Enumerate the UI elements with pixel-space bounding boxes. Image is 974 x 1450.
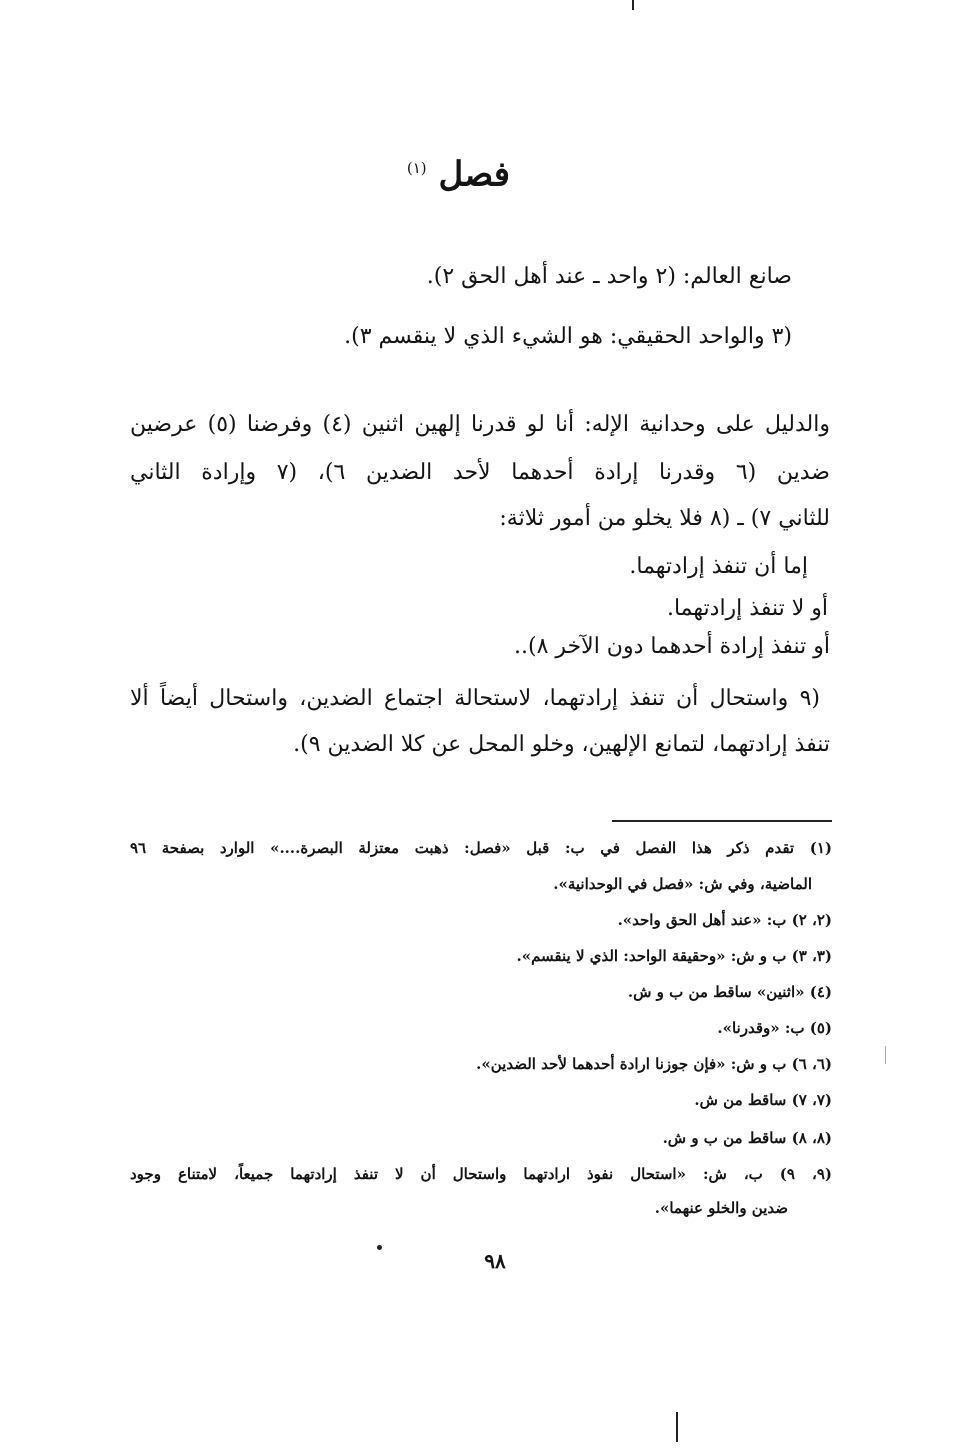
footnote-9: (٩، ٩) ب، ش: «استحال نفوذ ارادتهما واستحال أن لا تنفذ إرادتهما جميعاً، لامتناع وجود [130,1165,832,1183]
body-line-7: أو لا تنفذ إرادتهما. [666,596,828,621]
section-title-footnote-ref: (١) [406,159,427,177]
footnote-1: (١) تقدم ذكر هذا الفصل في ب: قبل «فصل: ذهبت معتزلة البصرة....» الوارد بصفحة ٩٦ [130,839,832,857]
body-line-5: للثاني ٧) ـ (٨ فلا يخلو من أمور ثلاثة: [499,506,830,531]
footnote-separator [612,820,832,822]
body-line-2: (٣ والواحد الحقيقي: هو الشيء الذي لا ينقسم ٣). [344,324,792,349]
body-line-3: والدليل على وحدانية الإله: أنا لو قدرنا إلهين اثنين (٤) وفرضنا (٥) عرضين [130,412,830,437]
body-line-9: (٩ واستحال أن تنفذ إرادتهما، لاستحالة اجتماع الضدين، واستحال أيضاً ألا [130,686,820,711]
body-line-4: ضدين (٦ وقدرنا إرادة أحدهما لأحد الضدين ٦)، (٧ وإرادة الثاني [130,460,830,485]
body-line-1: صانع العالم: (٢ واحد ـ عند أهل الحق ٢). [426,264,792,289]
section-title [300,138,510,204]
footnote-3: (٣، ٣) ب و ش: «وحقيقة الواحد: الذي لا ينقسم». [516,947,832,965]
scan-speck [377,1245,382,1250]
body-line-8: أو تنفذ إرادة أحدهما دون الآخر ٨).. [514,634,830,659]
footnote-7: (٧، ٧) ساقط من ش. [694,1091,832,1109]
page-number: ٩٨ [484,1249,506,1273]
body-line-10: تنفذ إرادتهما، لتمانع الإلهين، وخلو المحل عن كلا الضدين ٩). [293,732,830,757]
body-line-6: إما أن تنفذ إرادتهما. [629,554,808,579]
footnote-4: (٤) «اثنين» ساقط من ب و ش. [627,983,832,1001]
top-edge-mark [632,0,634,10]
footnote-5: (٥) ب: «وقدرنا». [717,1019,832,1037]
footnote-1-continued: الماضية، وفي ش: «فصل في الوحدانية». [553,875,812,893]
footnote-9-continued: ضدين والخلو عنهما». [654,1199,788,1217]
bottom-edge-mark [676,1412,678,1442]
footnote-2: (٢، ٢) ب: «عند أهل الحق واحد». [617,911,832,929]
footnote-8: (٨، ٨) ساقط من ب و ش. [662,1129,832,1147]
section-title-text: فصل [438,154,510,195]
scan-margin-mark [885,1046,886,1064]
footnote-6: (٦، ٦) ب و ش: «فإن جوزنا ارادة أحدهما لأحد الضدين». [476,1055,832,1073]
